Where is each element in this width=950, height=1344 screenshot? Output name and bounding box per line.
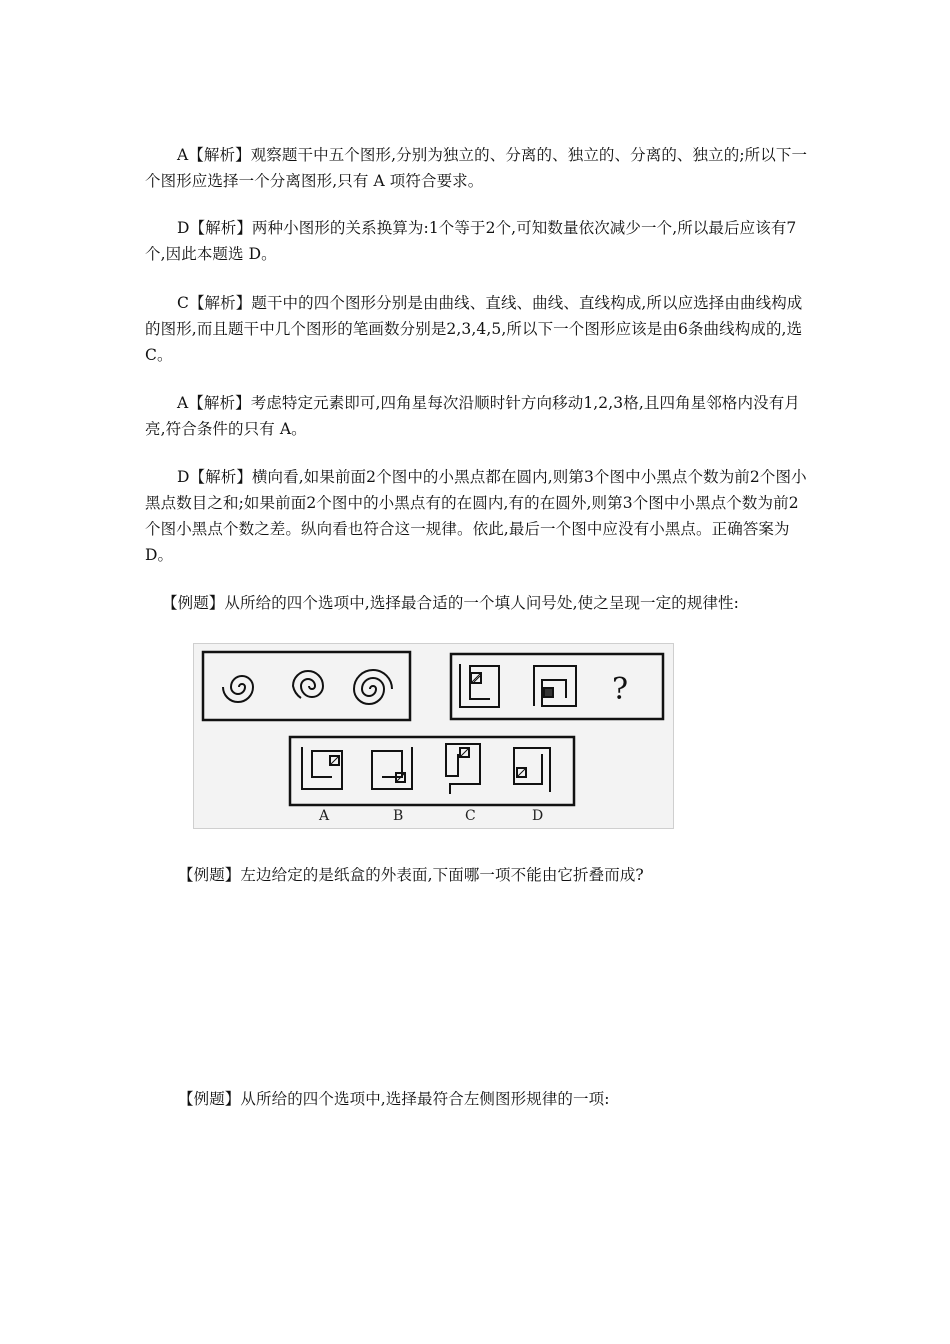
explanation-3: C【解析】题干中的四个图形分别是由曲线、直线、曲线、直线构成,所以应选择由曲线构成的图形,而且题干中几个图形的笔画数分别是2,3,4,5,所以下一个图形应该是由6条曲线构成的,选 C。 — [145, 294, 803, 364]
square-spiral-group-box — [451, 654, 663, 719]
puzzle-figure — [193, 643, 674, 829]
option-a-label: A — [319, 808, 330, 824]
example-question-1: 【例题】从所给的四个选项中,选择最合适的一个填人问号处,使之呈现一定的规律性: — [162, 594, 739, 612]
explanation-4: A【解析】考虑特定元素即可,四角星每次沿顺时针方向移动1,2,3格,且四角星邻格内没有月亮,符合条件的只有 A。 — [145, 394, 800, 438]
option-a-icon — [302, 747, 342, 789]
option-c-label: C — [465, 808, 476, 824]
spiral-group-box — [203, 652, 410, 720]
option-c-icon — [446, 744, 480, 794]
square-spiral-2-icon — [534, 666, 576, 706]
spiral-3-icon — [354, 670, 392, 704]
option-d-icon — [514, 748, 550, 792]
hatched-square-2-icon — [544, 688, 553, 697]
spiral-1-icon — [223, 676, 253, 702]
spiral-2-icon — [293, 671, 323, 698]
option-d-label: D — [532, 808, 544, 824]
explanation-2: D【解析】两种小图形的关系换算为:1个等于2个,可知数量依次减少一个,所以最后应该有7个,因此本题选 D。 — [145, 219, 797, 263]
puzzle-figure-svg — [194, 644, 673, 828]
square-spiral-1-icon — [460, 664, 499, 707]
question-mark: ? — [612, 672, 629, 707]
example-question-2: 【例题】左边给定的是纸盒的外表面,下面哪一项不能由它折叠而成? — [178, 866, 644, 884]
explanation-1: A【解析】观察题干中五个图形,分别为独立的、分离的、独立的、分离的、独立的;所以下一个图形应选择一个分离图形,只有 A 项符合要求。 — [145, 146, 808, 190]
option-b-label: B — [393, 808, 404, 824]
example-question-3: 【例题】从所给的四个选项中,选择最符合左侧图形规律的一项: — [178, 1090, 610, 1108]
explanation-5: D【解析】横向看,如果前面2个图中的小黑点都在圆内,则第3个图中小黑点个数为前2个图小黑点数目之和;如果前面2个图中的小黑点有的在圆内,有的在圆外,则第3个图中小黑点个数为前2个图小黑点个数之差。纵向看也符合这一规律。依此,最后一个图中应没有小黑点。正确答案为 D。 — [145, 468, 807, 564]
